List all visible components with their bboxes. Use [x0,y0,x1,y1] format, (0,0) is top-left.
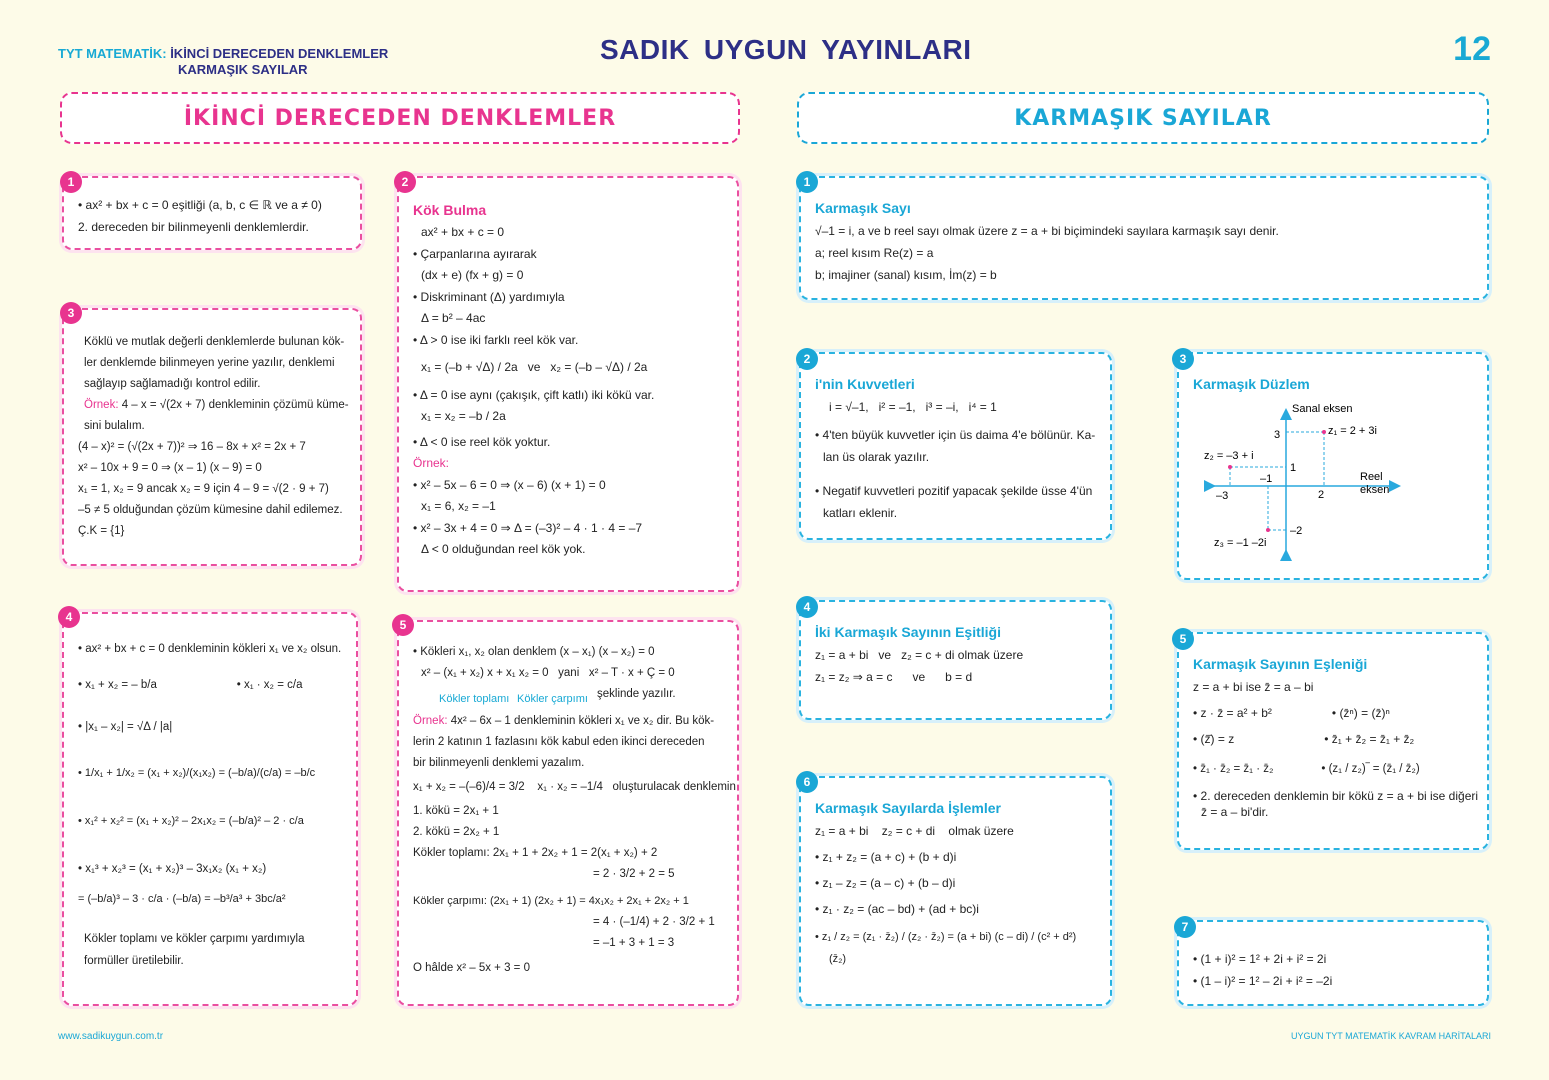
text-line: Ç.K = {1} [78,525,125,537]
ide-card-5-number: 5 [392,614,414,636]
real-axis-label-1: Reel [1360,471,1383,483]
text-line: Δ = b² – 4ac [421,311,486,325]
text-line: = –1 + 3 + 1 = 3 [593,937,675,949]
text-line: 4x² – 6x – 1 denkleminin kökleri x₁ ve x₂ dir. Bu kök- [450,715,715,727]
header-subject-sub: KARMAŞIK SAYILAR [178,62,308,77]
text-line: (dx + e) (fx + g) = 0 [421,268,524,282]
point-z1 [1322,430,1326,434]
text-line: 2. kökü = 2x₂ + 1 [413,826,500,838]
ide-card-3 [62,308,362,566]
page-number: 12 [1453,30,1491,68]
text-line: • z₁ – z₂ = (a – c) + (b – d)i [815,876,956,890]
z2-label: z₂ = –3 + i [1204,450,1254,462]
text-line: Kökler çarpımı: (2x₁ + 1) (2x₂ + 1) = 4x₁x₂ + 2x₁ + 2x₂ + 1 [413,895,689,907]
text-line: z₁ = a + bi ve z₂ = c + di olmak üzere [815,648,1024,662]
text-line: şeklinde yazılır. [597,688,676,700]
text-line: • Çarpanlarına ayırarak [413,246,537,261]
text-line: x₁ + x₂ = –(–6)/4 = 3/2 x₁ · x₂ = –1/4 oluşturulacak denklemin [413,781,736,793]
text-line: • ax² + bx + c = 0 denkleminin kökleri x₁ ve x₂ olsun. [78,643,342,655]
card-title: Karmaşık Sayının Eşleniği [1193,656,1368,672]
card-title: İki Karmaşık Sayının Eşitliği [815,624,1001,640]
text-line: O hâlde x² – 5x + 3 = 0 [413,962,530,974]
text-line: ler denklemde bilinmeyen yerine yazılır, denklemi [84,357,335,369]
text-line: • 2. dereceden denklemin bir kökü z = a + bi ise diğeri [1193,789,1479,803]
text-line: bir bilinmeyenli denklemi yazalım. [413,757,585,769]
text-line: • Δ < 0 ise reel kök yoktur. [413,434,551,449]
card-title: Karmaşık Sayılarda İşlemler [815,800,1002,816]
example-label: Örnek: [413,715,448,727]
example-label: Örnek: [84,399,119,411]
imag-axis-label: Sanal eksen [1292,403,1353,415]
text-line: x² – 10x + 9 = 0 ⇒ (x – 1) (x – 9) = 0 [78,462,262,474]
text-line: Δ < 0 olduğundan reel kök yok. [421,542,586,556]
text-line: • x₁³ + x₂³ = (x₁ + x₂)³ – 3x₁x₂ (x₁ + x₂) [78,863,267,875]
text-line: • ax² + bx + c = 0 eşitliği (a, b, c ∈ ℝ ve a ≠ 0) [78,198,322,212]
ide-card-2-number: 2 [394,171,416,193]
ks-card-1 [799,176,1489,300]
section-ikinci-derece [60,92,740,144]
ide-card-1 [62,176,362,250]
ide-card-2 [397,176,739,592]
text-line: • 4'ten büyük kuvvetler için üs daima 4'e bölünür. Ka- [815,428,1096,442]
text-line: sini bulalım. [84,420,145,432]
z3-label: z₃ = –1 –2i [1214,537,1267,549]
text-line: 1. kökü = 2x₁ + 1 [413,805,499,817]
text-line: • x₁ + x₂ = – b/a • x₁ · x₂ = c/a [78,679,303,691]
note-kokler-carpimi: Kökler çarpımı [517,693,588,705]
ks-card-4 [799,600,1112,720]
text-line: (4 – x)² = (√(2x + 7))² ⇒ 16 – 8x + x² = 2x + 7 [78,441,306,453]
text-line: z₁ = z₂ ⇒ a = c ve b = d [815,670,973,684]
ide-card-3-number: 3 [60,302,82,324]
text-line: • x² – 3x + 4 = 0 ⇒ Δ = (–3)² – 4 · 1 · 4 = –7 [413,520,643,535]
text-line: 4 – x = √(2x + 7) denkleminin çözümü küme- [121,399,349,411]
tick-3: 3 [1274,429,1281,441]
text-line: 2. dereceden bir bilinmeyenli denklemlerdir. [78,220,309,234]
text-line: sağlayıp sağlamadığı kontrol edilir. [84,378,261,390]
text-line: x₁ = x₂ = –b / 2a [421,409,506,423]
z1-label: z₁ = 2 + 3i [1328,425,1377,437]
header-subject [58,46,388,78]
ks-card-2 [799,352,1112,540]
text-line: (z̄₂) [829,953,847,965]
text-line: • Δ = 0 ise aynı (çakışık, çift katlı) iki kökü var. [413,387,655,402]
ide-card-1-number: 1 [60,171,82,193]
text-line: • x² – 5x – 6 = 0 ⇒ (x – 6) (x + 1) = 0 [413,477,606,492]
text-line: • Δ > 0 ise iki farklı reel kök var. [413,332,579,347]
ide-card-4 [62,612,358,1006]
text-line: x² – (x₁ + x₂) x + x₁ x₂ = 0 yani x² – T · x + Ç = 0 [421,667,675,679]
card-title: Kök Bulma [413,202,487,218]
text-line: = (–b/a)³ – 3 · c/a · (–b/a) = –b³/a³ + 3bc/a² [78,893,286,905]
text-line: • x₁² + x₂² = (x₁ + x₂)² – 2x₁x₂ = (–b/a)² – 2 · c/a [78,815,304,827]
ks-card-7-number: 7 [1174,916,1196,938]
tick-2: 2 [1318,489,1325,501]
complex-plane-diagram [1200,400,1480,565]
text-line: a; reel kısım Re(z) = a [815,246,934,260]
note-kokler-toplami: Kökler toplamı [439,693,510,705]
text-line: • (1 – i)² = 1² – 2i + i² = –2i [1193,974,1333,988]
text-line: = 2 · 3/2 + 2 = 5 [593,868,675,880]
text-line: Köklü ve mutlak değerli denklemlerde bulunan kök- [84,336,345,348]
text-line: x₁ = (–b + √Δ) / 2a ve x₂ = (–b – √Δ) / 2a [421,360,648,374]
point-z3 [1266,528,1270,532]
real-axis-label-2: eksen [1360,484,1390,496]
tick-minus-2: –2 [1290,525,1303,537]
text-line: lan üs olarak yazılır. [823,450,930,464]
footer-series: UYGUN TYT MATEMATİK KAVRAM HARİTALARI [1290,1031,1491,1041]
text-line: • z₁ · z₂ = (ac – bd) + (ad + bc)i [815,902,979,916]
text-line: formüller üretilebilir. [84,955,184,967]
tick-minus-1: –1 [1260,473,1273,485]
text-line: • Negatif kuvvetleri pozitif yapacak şekilde üsse 4'ün [815,484,1093,498]
text-line: z̄ = a – bi'dir. [1201,805,1269,819]
text-line: • Kökleri x₁, x₂ olan denklem (x – x₁) (x – x₂) = 0 [413,646,655,658]
header-subject-prefix: TYT MATEMATİK: [58,46,167,61]
section-ikinci-derece-title: İKİNCİ DERECEDEN DENKLEMLER [183,105,617,131]
text-line: z₁ = a + bi z₂ = c + di olmak üzere [815,824,1014,838]
text-line: • (1 + i)² = 1² + 2i + i² = 2i [1193,952,1327,966]
tick-1: 1 [1290,462,1297,474]
text-line: √–1 = i, a ve b reel sayı olmak üzere z = a + bi biçimindeki sayılara karmaşık sayı denir. [815,224,1279,238]
text-line: x₁ = 1, x₂ = 9 ancak x₂ = 9 için 4 – 9 = √(2 · 9 + 7) [78,483,329,495]
text-line: katları eklenir. [823,506,898,520]
text-line: b; imajiner (sanal) kısım, İm(z) = b [815,268,997,282]
example-label: Örnek: [413,456,450,470]
ks-card-6-number: 6 [796,771,818,793]
text-line: = 4 · (–1/4) + 2 · 3/2 + 1 [593,916,715,928]
text-line: • z̄₁ · z̄₂ = z̄₁ · z̄₂ • (z₁ / z₂)‾ = (z̄₁ / z̄₂) [1193,763,1420,775]
point-z2 [1228,465,1232,469]
text-line: Kökler toplamı: 2x₁ + 1 + 2x₂ + 1 = 2(x₁ + x₂) + 2 [413,847,658,859]
text-line: z = a + bi ise z̄ = a – bi [1193,680,1314,694]
ks-card-5 [1177,632,1489,850]
text-line: • z · z̄ = a² + b² • (z̄ⁿ) = (z̄)ⁿ [1193,706,1390,720]
text-line: –5 ≠ 5 olduğundan çözüm kümesine dahil edilemez. [78,504,343,516]
header-subject-title: İKİNCİ DERECEDEN DENKLEMLER [170,46,389,61]
text-line: i = √–1, i² = –1, i³ = –i, i⁴ = 1 [829,400,997,414]
ks-card-4-number: 4 [796,596,818,618]
ks-card-5-number: 5 [1172,628,1194,650]
text-line: • |x₁ – x₂| = √Δ / |a| [78,721,173,733]
tick-minus-3: –3 [1216,490,1229,502]
ks-card-7 [1177,920,1489,1006]
text-line: • (z̄̄) = z • z̄₁ + z̄₂ = z̄₁ + z̄₂ [1193,732,1415,746]
card-title: Karmaşık Düzlem [1193,376,1310,392]
publisher-title: SADIK UYGUN YAYINLARI [600,34,972,65]
text-line: Kökler toplamı ve kökler çarpımı yardımıyla [84,933,305,945]
section-karmasik [797,92,1489,144]
section-karmasik-title: KARMAŞIK SAYILAR [1014,105,1272,131]
ks-card-3-number: 3 [1172,348,1194,370]
ide-card-5 [397,620,739,1006]
text-line: • z₁ / z₂ = (z₁ · z̄₂) / (z₂ · z̄₂) = (a + bi) (c – di) / (c² + d²) [815,931,1077,943]
card-title: i'nin Kuvvetleri [815,376,915,392]
ide-card-4-number: 4 [58,606,80,628]
ks-card-6 [799,776,1112,1006]
card-title: Karmaşık Sayı [815,200,911,216]
text-line: • Diskriminant (Δ) yardımıyla [413,289,565,304]
text-line: lerin 2 katının 1 fazlasını kök kabul eden ikinci dereceden [413,736,705,748]
ks-card-1-number: 1 [796,171,818,193]
text-line: • 1/x₁ + 1/x₂ = (x₁ + x₂)/(x₁x₂) = (–b/a)/(c/a) = –b/c [78,767,316,779]
ks-card-2-number: 2 [796,348,818,370]
text-line: • z₁ + z₂ = (a + c) + (b + d)i [815,850,957,864]
text-line: x₁ = 6, x₂ = –1 [421,499,496,513]
text-line: ax² + bx + c = 0 [421,225,505,239]
footer-website: www.sadikuygun.com.tr [58,1031,164,1042]
